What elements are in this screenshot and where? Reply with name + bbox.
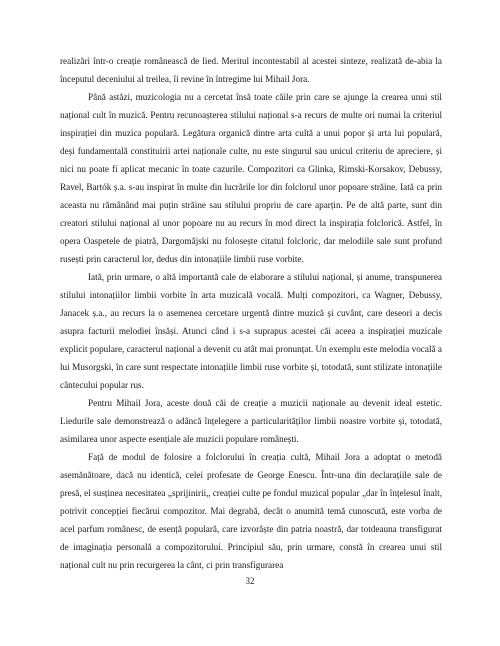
paragraph-2-text: Până astăzi, muzicologia nu a cercetat însă toate căile prin care se ajunge la crearea unui stil național cult în muzică. Pentru recunoașterea stilului național s-a recurs de multe ori numai la criteriul inspirației din muzica populară. Legătura organică dintre arta cultă a unui popor și arta lui populară, deși fundamentală constituirii artei naționale culte, nu este singurul sau unicul criteriu de apreciere, și nici nu poate fi aplicat mecanic în toate cazurile. Compozitori ca Glinka, Rimski-Korsakov, Debussy, Ravel, Bartók ș.a. s-au inspirat în multe din lucrările lor din folclorul unor popoare străine. Iată ca prin aceasta nu rămânând mai puțin străine sau stilului propriu de care aparțin. Pe de altă parte, sunt din creatori stilului național al unor popoare nu au recurs în mod direct la inspirația folclorică. Astfel, în opera Oaspetele de piatră, Dargomâjski nu folosește citatul folcloric, dar melodiile sale sunt profund rusești prin caracterul lor, dedus din intonațiile limbii ruse vorbite.: [60, 92, 442, 264]
page-body: [60, 52, 442, 574]
page-number: 32: [245, 576, 255, 586]
paragraph-4: Pentru Mihail Jora, aceste două căi de creație a muzicii naționale au devenit ideal estetic. Liedurile sale demonstrează o adâncă înțelegere a particularităților limbii noastre vorbite și, totodată, asimilarea unor aspecte esențiale ale muzicii populare românești.: [60, 398, 442, 444]
paragraph-3: Iată, prin urmare, o altă importantă cale de elaborare a stilului național, și anume, transpunerea stilului intonațiilor limbii vorbite în arta muzicală vocală. Mulți compozitori, ca Wagner, Debussy, Janacek ș.a., au recurs la o asemenea cercetare urgentă dintre muzică și cuvânt, care deseori a decis asupra facturii melodiei însăși. Atunci când i s-a suprapus acestei căi aceea a inspirației muzicale explicit populare, caracterul național a devenit cu atât mai pronunțat. Un exemplu este melodia vocală a lui Musorgski, în care sunt respectate intonațiile limbii ruse vorbite și, totodată, sunt stilizate intonațiile cântecului popular rus.: [60, 272, 442, 390]
paragraph-2: [60, 88, 442, 268]
paragraph-5: Față de modul de folosire a folclorului în creația cultă, Mihail Jora a adoptat o metodă asemănătoare, dacă nu identică, celei profesate de George Enescu. Într-una din declarațiile sale de presă, el susținea necesitatea „sprijinirii„ creației culte pe fondul muzical popular „dar în înțelesul înalt, potrivit concepției fiecărui compozitor. Mai degrabă, decât o anumită temă cunoscută, este vorba de acel parfum românesc, de esență populară, care izvorăște din patria noastră, dar totdeauna transfigurat de imaginația personală a compozitorului. Principiul său, prin urmare, constă în crearea unui stil național cult nu prin recurgerea la cânt, ci prin transfigurarea: [60, 452, 442, 570]
paragraph-1: realizări într-o creație românească de lied. Meritul incontestabil al acestei sinteze, realizată de-abia la începutul deceniului al treilea, îi revine în întregime lui Mihail Jora.: [60, 56, 442, 84]
